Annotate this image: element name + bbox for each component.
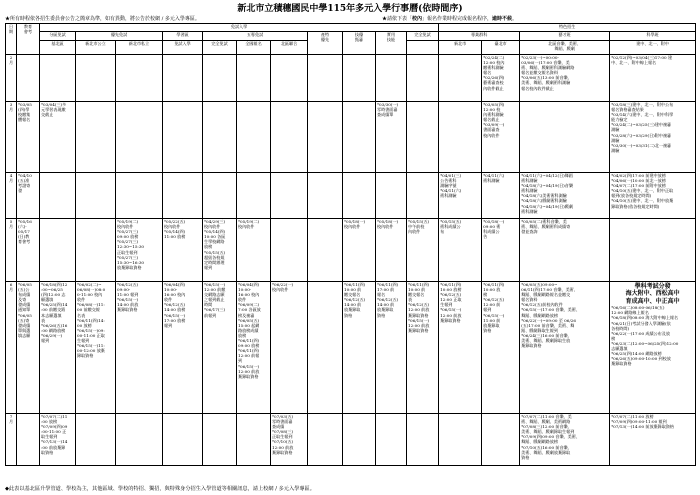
cell-five-full: *05/19(二) 校內收件 xyxy=(237,219,271,282)
schedule-table xyxy=(5,23,696,466)
cell-five-north xyxy=(308,102,343,173)
header-sports-tpe: 臺北市 xyxy=(482,41,520,55)
cell-five-north xyxy=(308,173,343,219)
note-right-mid: 」報名作業時程完成報名程序， xyxy=(422,16,493,22)
cell-ntpc-private: *06/12(五) 09:00- 11:00 報到 *06/15(一) 14:00 前放 棄錄取資格 xyxy=(116,282,163,414)
cell-exam: *03/05 (四)學 校繳集 體報名 xyxy=(17,102,40,173)
row-april xyxy=(6,173,696,219)
cell-five-national xyxy=(271,219,308,282)
note-right xyxy=(382,15,517,22)
header-ntpc-private: 新北市私立 xyxy=(116,41,163,55)
month-label: 4 月 xyxy=(6,173,17,219)
header-special: 特色招生 xyxy=(439,24,696,32)
cell-academy-free: *05/22(五) 校內收件 *05/14(四) 11:00 放榜 xyxy=(163,219,203,282)
cell-sports-tpe: *05/18(一) 09:00 術 科成績公 告 xyxy=(482,219,520,282)
header-unit: 完全免試 xyxy=(407,32,439,41)
page-title: 新北市立積穗國民中學115年多元入學行事曆(依時間序) xyxy=(237,4,463,14)
cell-grad xyxy=(343,173,376,219)
cell-ntpc-public xyxy=(76,102,116,173)
month-label: 2 月 xyxy=(6,55,17,102)
cell-exam xyxy=(17,55,40,102)
header-five: 五專免試 xyxy=(203,32,308,41)
cell-five-full xyxy=(237,173,271,219)
cell-arts: *07/07(二)11:00 音樂、美 術、舞蹈、戲劇、美術網路 *07/08(三)12:00 前音樂、 美術、舞蹈、戲劇錄取生報到 *07/09(四)09:00 音樂、美術、 舞蹈、戲劇網路放榜 *07/10(五)16:00 前音樂、 美術、舞蹈、戲劇放棄錄取 資格 xyxy=(520,414,610,466)
cell-practical xyxy=(407,414,439,466)
cell-arts xyxy=(520,102,610,173)
cell-grad xyxy=(343,414,376,466)
header-arts: 藝才班 xyxy=(520,32,610,41)
cell-exam: *04/10 (五)准 考證寄 發 xyxy=(17,173,40,219)
cell-jibei xyxy=(40,219,76,282)
cell-ntpc-public xyxy=(76,55,116,102)
header-grad: 產特 優先 xyxy=(308,32,343,55)
cell-five-full: *06/04(四) 10:00- 16:00 校內 收件 *06/09(二) 7:00 各區放 榜及複審 *06/05(五) 15:00 起網 路放榜成績 放榜 *06/11(四) 09:00 放榜 *06/11(四) 12:00 前報 到 *06/15(一) 12:00 前放 棄錄取資格 xyxy=(237,282,271,414)
cell-full-free: *04/29(三) 校內收件 *05/14(四) 10:00 各區 生學校網路 放榜 *05/15(五) 超級各校規 定時間辦理 報到 xyxy=(203,219,237,282)
header-exam: 教育 會考 xyxy=(17,24,40,55)
cell-science: *07/07(二)11:00 放榜 *07/09(四)09:00-11:00 報到 *07/13(一)14:00 前放棄錄取資格 xyxy=(610,414,696,466)
cell-full-free xyxy=(203,173,237,219)
header-sci-list: 建中、北一、附中 xyxy=(610,41,696,55)
month-label: 7 月 xyxy=(6,414,17,466)
month-label: 6 月 xyxy=(6,282,17,414)
cell-five-national xyxy=(271,55,308,102)
note-right-prefix: ★請依下表「 xyxy=(382,16,413,22)
cell-five-national: *06/22(一) 校內收件 xyxy=(271,282,308,414)
header-sports: 專業群科 xyxy=(439,32,520,41)
cell-sports-ntpc xyxy=(439,55,482,102)
cell-exam: *06/05 (五)公 布成績 及寄 發成績 通知單 *06/05 (五)寄 發成績 單與選 填志願 xyxy=(17,282,40,414)
header-arts-music: 北區音樂、美術、 舞蹈、戲劇 xyxy=(520,41,610,55)
header-five-north: 北區聯合 xyxy=(271,41,308,55)
cell-science xyxy=(610,282,696,414)
cell-ntpc-private: *05/19(二) 校內收件 *05/27(三) 09:00 放榜 *05/27(三) 12:30~15:30 正取生報到 *05/27(三) 15:30~16:30 放棄錄取資格 xyxy=(116,219,163,282)
cell-sports-ntpc xyxy=(439,102,482,173)
cell-skill: *06/11(四) 17:00 前 報名 *06/12(五) 14:00 前 放棄錄取 資格 xyxy=(376,282,407,414)
cell-science: *03/18(三)建中、北一、附中公布 報名資格審查結果 *03/14(六)建中、北一、附中科學 能力檢定 *03/24(二)~03/25(三)建中複審 測驗 *03/28(六)~03/29(日)附中複審 測驗 *03/30(一)~03/31(二)北一複審 測驗 xyxy=(610,102,696,173)
header-free: 免試入學 xyxy=(40,24,439,32)
cell-academy-free: *06/04(四) 10:00- 16:00 校內 收件 *06/12(五) 14:00 放榜 *06/15(一) 17:00 放榜 報到 xyxy=(163,282,203,414)
cell-ntpc-public xyxy=(76,219,116,282)
cell-grad xyxy=(343,102,376,173)
cell-five-north xyxy=(308,219,343,282)
cell-jibei xyxy=(40,55,76,102)
science-exam-title: 學科考試分發 海大附中、西松高中 育成高中、中正高中 xyxy=(625,283,680,305)
cell-jibei: *03/04(三)多 元學習表現繳 交截止 xyxy=(40,102,76,173)
row-june xyxy=(6,282,696,414)
header-priority: 優先免試 xyxy=(76,32,163,41)
cell-sports-tpe: *02/24(二) 12:00 校內 繳術科測驗 報名 *02/26(四) 藝術審查校 內收件截止 xyxy=(482,55,520,102)
header-practical: 實用 技能 xyxy=(376,32,407,55)
cell-practical xyxy=(407,173,439,219)
cell-grad xyxy=(343,55,376,102)
cell-full-free xyxy=(203,414,237,466)
cell-full-free xyxy=(203,55,237,102)
header-month: 日 期 xyxy=(6,24,17,55)
header-five-full: 完全免試 xyxy=(203,41,237,55)
cell-five-national xyxy=(271,173,308,219)
note-right-end: 。 xyxy=(512,16,518,22)
row-march xyxy=(6,102,696,173)
cell-skill: *03/30(一) 零時書面審 查成績單 xyxy=(376,102,407,173)
note-left: ★所有時程依各招生委員會公告之簡章為準，如有異動，將公告於校網 / 多元入學專區。 xyxy=(5,16,200,22)
cell-five-north xyxy=(308,282,343,414)
header-district: 分區免試 xyxy=(40,32,76,41)
cell-sports-ntpc: *05/15(五) 術科成績公 布 xyxy=(439,219,482,282)
cell-jibei: *06/18(四)12 :00~06/25 (四)12:00 志 願選填 *06/25(四)14 :00 前繳交紙 本志願選填 表 *06/26(五)16 :00 網路放榜 *06/29(一) 報到 xyxy=(40,282,76,414)
header-academy-free: 免試入學 xyxy=(163,41,203,55)
cell-ntpc-private xyxy=(116,55,163,102)
header-sports-ntpc: 新北市 xyxy=(439,41,482,55)
cell-skill xyxy=(376,173,407,219)
cell-skill: *05/18(一) 校內收件 xyxy=(376,219,407,282)
cell-arts: *04/11(六)~04/12(日)舞蹈 術科測驗 *04/18(六)~04/19(日)音樂 術科測驗 *04/18(六)美術術科測驗 *04/18(六)戲劇術科測驗 *04/18(六)~04/19(日)戲劇 術科測驗 xyxy=(520,173,610,219)
cell-jibei: *07/07(二)11 :00 放榜 *07/09(四)09 :00-11:00 正 取生報到 *07/13(一)14 :00 前放棄錄 取資格 xyxy=(40,414,76,466)
header-ntpc-public: 新北市公立 xyxy=(76,41,116,55)
cell-grad: *05/18(一) 校內收件 xyxy=(343,219,376,282)
cell-academy-free xyxy=(163,102,203,173)
header-academy: 學習區 xyxy=(163,32,203,41)
month-label: 3 月 xyxy=(6,102,17,173)
cell-full-free xyxy=(203,102,237,173)
cell-practical xyxy=(407,55,439,102)
cell-practical xyxy=(407,102,439,173)
cell-arts: *05/05(二)術科音樂、美 術、舞蹈、戲劇術科成績寄 發並查詢 xyxy=(520,219,610,282)
cell-academy-free xyxy=(163,414,203,466)
header-jibei: 基北區 xyxy=(40,41,76,55)
cell-jibei xyxy=(40,173,76,219)
header-science: 科學班 xyxy=(610,32,696,41)
cell-ntpc-public xyxy=(76,414,116,466)
cell-arts: *02/23(一)~00:00- 03/06(一)17:00 音樂、美 術、舞蹈、戲劇術科測驗網路 報名並繳交報名資料 *03/06(五)13:00 前音樂、 美術、舞蹈、戲劇術科測驗 報名校內收件截止 xyxy=(520,55,610,102)
note-right-bold1: 校內 xyxy=(412,16,423,22)
cell-sports-tpe: *03/05(四) 12:00 校 內術科測驗 報名截止 *03/09(一) 書面審查 校內收件 xyxy=(482,102,520,173)
cell-exam xyxy=(17,414,40,466)
cell-arts: *06/05(五)09:00~ 06/11(四)17:00 音樂、美術、 舞蹈、戲劇網路報名並繳交 報名資料 *06/12(五)前校內收件 *06/15(一)17:00 音樂、美術、 舞蹈、戲劇網路放榜 *06/22(一)~09:00 至 06/26 (五)17:00 前音樂、美術、舞 蹈、戲劇錄取生報到 *06/24(三)16:00 前音樂、 美術、舞蹈、戲劇錄取生放 棄錄取資格 xyxy=(520,282,610,414)
cell-five-north xyxy=(308,414,343,466)
cell-practical: *05/15(五) 中午前校 內收件 xyxy=(407,219,439,282)
cell-ntpc-private xyxy=(116,414,163,466)
cell-practical: *06/11(四) 10:00 前 繳交報名 表 *06/12(五) 12:00 前放 棄錄取資格 *06/15(一) 12:00 前放 棄錄取資格 xyxy=(407,282,439,414)
science-exam-body: *06/16(二)08:00-06/18(五) 12:00 網路線上報名 *06/18(四)08:00 海大附中線上報名 *06/21(日)考試分發入學測驗(依 各校時間) *06/22(一)17:00 成績公布及放 榜 *06/23(二)12:00~06/25(四)12:00 志願選填 *06/25(四)14:00 網路放榜 *06/26(五)09:00-10:00 到校放 棄錄取資格 xyxy=(611,305,679,367)
cell-academy-free xyxy=(163,173,203,219)
cell-grad: *06/11(四) 10:00 前 繳交報名 *06/12(五) 14:00 前 放棄錄取 資格 xyxy=(343,282,376,414)
cell-ntpc-public: *06/02(二)~ 06/08(一)08:0 0-11:00 校內 收件 *06/08(一)11: 00 前繳交報 名表 *06/11(四)14: 00 放榜 *06/15(一)09: 00-11:00 正取 生報到 *06/15(一)11: 00-12:00 放棄 錄取資格 xyxy=(76,282,116,414)
row-february xyxy=(6,55,696,102)
cell-academy-free xyxy=(163,55,203,102)
cell-five-full xyxy=(237,414,271,466)
cell-five-national xyxy=(271,102,308,173)
cell-ntpc-private xyxy=(116,102,163,173)
header-skill: 技優 甄審 xyxy=(343,32,376,55)
cell-five-full xyxy=(237,55,271,102)
cell-skill xyxy=(376,414,407,466)
cell-science: *02/12(四)~03/04(三)17:00 建 中、北一、附中線上報名 xyxy=(610,55,696,102)
header-five-national: 全國報名 xyxy=(237,41,271,55)
cell-five-north xyxy=(308,55,343,102)
note-right-bold2: 逾時不候 xyxy=(492,16,513,22)
cell-skill xyxy=(376,55,407,102)
cell-sports-ntpc xyxy=(439,414,482,466)
cell-sports-tpe: *06/11(四) 10:00 放 榜 *06/12(五) 12:00 前 報到 *06/15(一) 11:00 前 放棄錄取 資格 xyxy=(482,282,520,414)
cell-sports-ntpc: *04/01(三) 公告術科 測驗序號 *04/11(六) 術科測驗 xyxy=(439,173,482,219)
cell-exam: *05/16 (六)- 05/17 (日)教 育會考 xyxy=(17,219,40,282)
month-label: 5 月 xyxy=(6,219,17,282)
cell-full-free: *06/15(一) 12:00 前繳 交網路志願 之報到截止 時間 *06/17(三) 前報到 xyxy=(203,282,237,414)
header-blank xyxy=(407,41,439,55)
cell-sports-tpe: *04/11(六) 術科測驗 xyxy=(482,173,520,219)
footer-note: ◆此表以基北區升學管道、學校為主，其他區域、學校的特招、獨招，與特殊身分招生入學管道等相關訊息，請上校網 / 多元入學專區。 xyxy=(5,486,315,492)
cell-science: *04/02(四)17:00 前建中放榜 *04/06(一)10:00 前北一放榜 *04/07(二)17:00 前附中放榜 *04/10(五)建中、北一、附中正取 報到(放各校規定時間) *04/10(五)建中、北一、附中放棄 錄取資格(依各校規定時間) xyxy=(610,173,696,219)
cell-five-national: *07/03(五) 零時書面審 查成績 *07/08(三) 正取生報到 *07/10(五) 12:00 前放 棄錄取資格 xyxy=(271,414,308,466)
cell-sports-tpe xyxy=(482,414,520,466)
row-july xyxy=(6,414,696,466)
cell-science xyxy=(610,219,696,282)
cell-five-full xyxy=(237,102,271,173)
row-may xyxy=(6,219,696,282)
cell-ntpc-private xyxy=(116,173,163,219)
cell-sports-ntpc: *06/11(四) 10:00 放榜 *06/12(五) 12:00 正取 生報到 *06/15(一) 12:00 前放 棄錄取資格 xyxy=(439,282,482,414)
cell-ntpc-public xyxy=(76,173,116,219)
